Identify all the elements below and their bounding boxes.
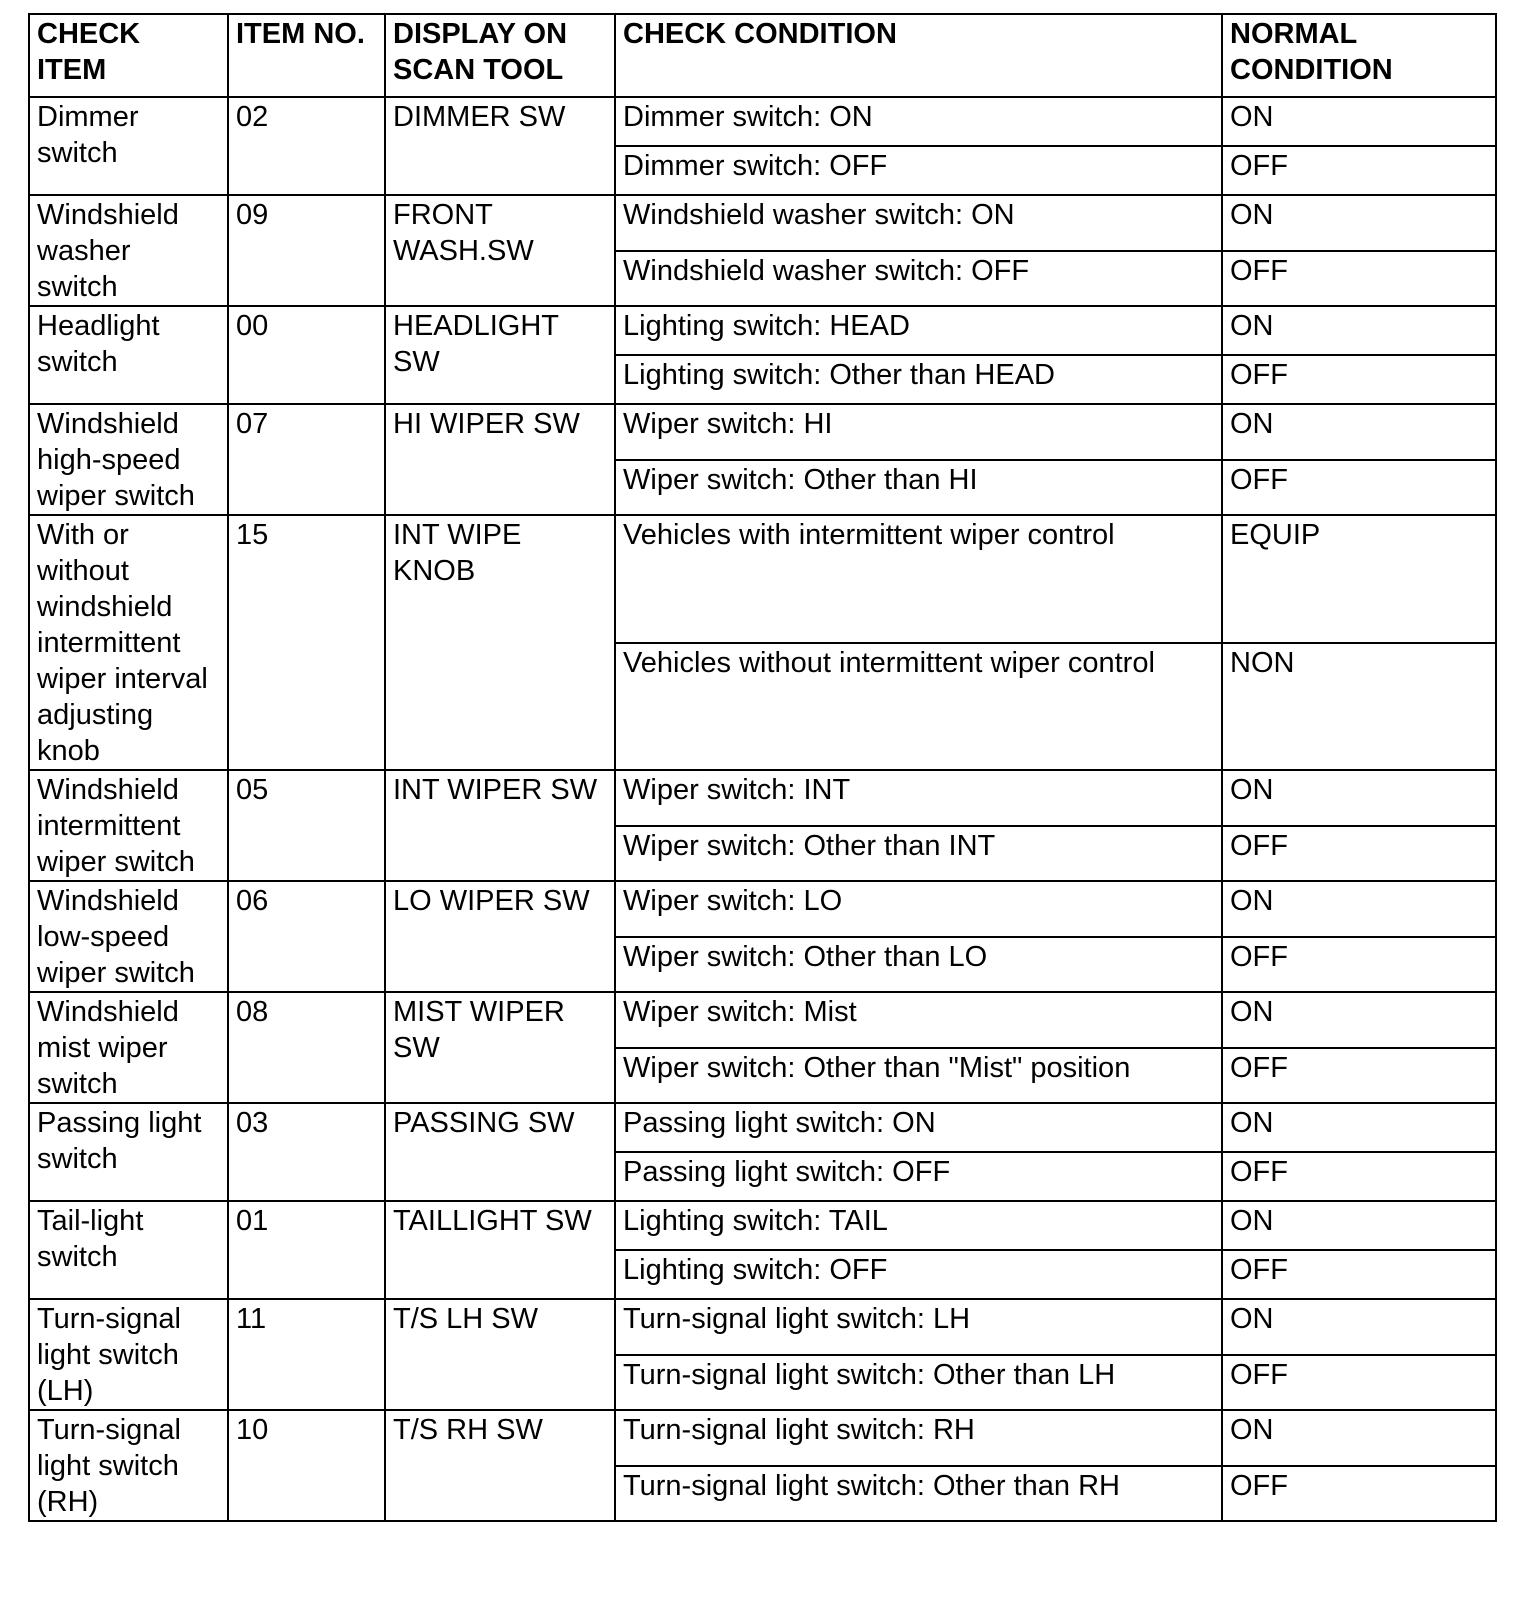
check-item-cell: Windshield washer switch	[29, 195, 228, 306]
check-item-cell: Windshield mist wiper switch	[29, 992, 228, 1103]
display-cell: T/S RH SW	[385, 1410, 615, 1521]
table-row	[29, 881, 1496, 937]
check-item-cell: Windshield low-speed wiper switch	[29, 881, 228, 992]
check-item-table	[28, 13, 1497, 1522]
display-cell: HI WIPER SW	[385, 404, 615, 515]
item-no-cell: 11	[228, 1299, 385, 1410]
header-normal-condition: NORMAL CONDITION	[1222, 14, 1496, 97]
condition-cell: Windshield washer switch: ON	[615, 195, 1222, 251]
condition-cell: Turn-signal light switch: LH	[615, 1299, 1222, 1355]
normal-cell: OFF	[1222, 826, 1496, 882]
display-cell: INT WIPE KNOB	[385, 515, 615, 770]
check-item-cell: Windshield intermittent wiper switch	[29, 770, 228, 881]
header-check-condition: CHECK CONDITION	[615, 14, 1222, 97]
normal-cell: ON	[1222, 1201, 1496, 1250]
item-no-cell: 09	[228, 195, 385, 306]
table-row	[29, 1103, 1496, 1152]
normal-cell: ON	[1222, 306, 1496, 355]
header-row	[29, 14, 1496, 97]
header-display: DISPLAY ON SCAN TOOL	[385, 14, 615, 97]
header-item-no: ITEM NO.	[228, 14, 385, 97]
item-no-cell: 07	[228, 404, 385, 515]
condition-cell: Vehicles without intermittent wiper control	[615, 643, 1222, 771]
condition-cell: Wiper switch: Other than "Mist" position	[615, 1048, 1222, 1104]
condition-cell: Lighting switch: OFF	[615, 1250, 1222, 1299]
normal-cell: OFF	[1222, 251, 1496, 307]
item-no-cell: 01	[228, 1201, 385, 1299]
display-cell: MIST WIPER SW	[385, 992, 615, 1103]
normal-cell: ON	[1222, 1299, 1496, 1355]
condition-cell: Vehicles with intermittent wiper control	[615, 515, 1222, 643]
condition-cell: Wiper switch: Other than INT	[615, 826, 1222, 882]
normal-cell: OFF	[1222, 1152, 1496, 1201]
check-item-cell: With or without windshield intermittent wiper interval adjusting knob	[29, 515, 228, 770]
item-no-cell: 03	[228, 1103, 385, 1201]
table-row	[29, 1201, 1496, 1250]
display-cell: HEADLIGHT SW	[385, 306, 615, 404]
display-cell: T/S LH SW	[385, 1299, 615, 1410]
table-row	[29, 97, 1496, 146]
normal-cell: ON	[1222, 770, 1496, 826]
table-row	[29, 306, 1496, 355]
table-row	[29, 992, 1496, 1048]
item-no-cell: 08	[228, 992, 385, 1103]
normal-cell: OFF	[1222, 1355, 1496, 1411]
table-row	[29, 1410, 1496, 1466]
normal-cell: OFF	[1222, 1250, 1496, 1299]
table-row	[29, 770, 1496, 826]
table-row	[29, 404, 1496, 460]
normal-cell: ON	[1222, 1410, 1496, 1466]
item-no-cell: 06	[228, 881, 385, 992]
normal-cell: OFF	[1222, 355, 1496, 404]
normal-cell: ON	[1222, 992, 1496, 1048]
condition-cell: Dimmer switch: ON	[615, 97, 1222, 146]
condition-cell: Turn-signal light switch: Other than LH	[615, 1355, 1222, 1411]
normal-cell: ON	[1222, 404, 1496, 460]
normal-cell: ON	[1222, 97, 1496, 146]
check-item-cell: Turn-signal light switch (RH)	[29, 1410, 228, 1521]
normal-cell: ON	[1222, 1103, 1496, 1152]
condition-cell: Passing light switch: OFF	[615, 1152, 1222, 1201]
condition-cell: Wiper switch: HI	[615, 404, 1222, 460]
item-no-cell: 02	[228, 97, 385, 195]
normal-cell: ON	[1222, 195, 1496, 251]
condition-cell: Lighting switch: Other than HEAD	[615, 355, 1222, 404]
condition-cell: Lighting switch: TAIL	[615, 1201, 1222, 1250]
normal-cell: EQUIP	[1222, 515, 1496, 643]
display-cell: DIMMER SW	[385, 97, 615, 195]
condition-cell: Windshield washer switch: OFF	[615, 251, 1222, 307]
normal-cell: OFF	[1222, 146, 1496, 195]
condition-cell: Lighting switch: HEAD	[615, 306, 1222, 355]
normal-cell: ON	[1222, 881, 1496, 937]
check-item-cell: Tail-light switch	[29, 1201, 228, 1299]
condition-cell: Wiper switch: INT	[615, 770, 1222, 826]
normal-cell: NON	[1222, 643, 1496, 771]
condition-cell: Turn-signal light switch: RH	[615, 1410, 1222, 1466]
check-item-cell: Turn-signal light switch (LH)	[29, 1299, 228, 1410]
check-item-cell: Dimmer switch	[29, 97, 228, 195]
normal-cell: OFF	[1222, 1466, 1496, 1522]
normal-cell: OFF	[1222, 460, 1496, 516]
display-cell: FRONT WASH.SW	[385, 195, 615, 306]
display-cell: LO WIPER SW	[385, 881, 615, 992]
check-item-cell: Passing light switch	[29, 1103, 228, 1201]
condition-cell: Wiper switch: Other than LO	[615, 937, 1222, 993]
normal-cell: OFF	[1222, 1048, 1496, 1104]
condition-cell: Wiper switch: Other than HI	[615, 460, 1222, 516]
normal-cell: OFF	[1222, 937, 1496, 993]
item-no-cell: 05	[228, 770, 385, 881]
display-cell: TAILLIGHT SW	[385, 1201, 615, 1299]
condition-cell: Turn-signal light switch: Other than RH	[615, 1466, 1222, 1522]
condition-cell: Wiper switch: LO	[615, 881, 1222, 937]
check-item-cell: Headlight switch	[29, 306, 228, 404]
header-check-item: CHECK ITEM	[29, 14, 228, 97]
check-item-cell: Windshield high-speed wiper switch	[29, 404, 228, 515]
condition-cell: Passing light switch: ON	[615, 1103, 1222, 1152]
display-cell: PASSING SW	[385, 1103, 615, 1201]
condition-cell: Wiper switch: Mist	[615, 992, 1222, 1048]
table-row	[29, 195, 1496, 251]
table-row	[29, 515, 1496, 643]
table-row	[29, 1299, 1496, 1355]
item-no-cell: 00	[228, 306, 385, 404]
display-cell: INT WIPER SW	[385, 770, 615, 881]
condition-cell: Dimmer switch: OFF	[615, 146, 1222, 195]
item-no-cell: 15	[228, 515, 385, 770]
item-no-cell: 10	[228, 1410, 385, 1521]
